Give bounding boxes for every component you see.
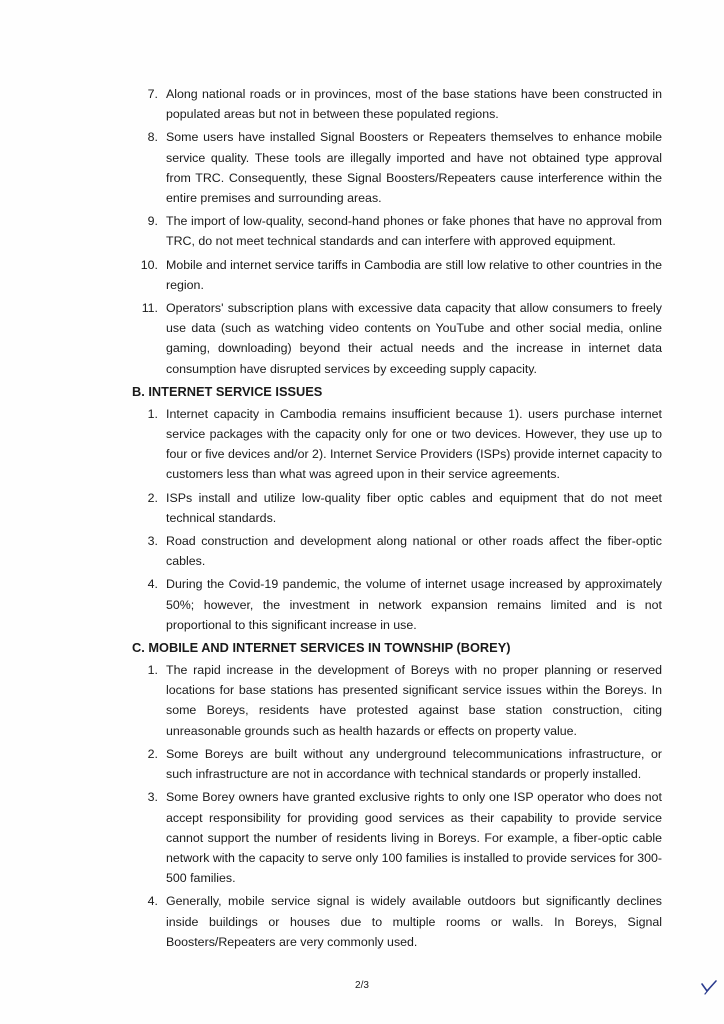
item-text: The rapid increase in the development of Boreys with no proper planning or reserved locations for base stations has presented significant service issues within the Boreys. In some Boreys, residents have protested against base station construction, citing unreasonable grounds such as health hazards or effects on property value. <box>166 663 662 738</box>
item-text: Some Borey owners have granted exclusive rights to only one ISP operator who does not accept responsibility for providing good services as their capability to provide service cannot support the number of residents living in Boreys. For example, a fiber-optic cable network with the capacity to serve only 100 families is installed to provide services for 300-500 families. <box>166 790 662 886</box>
document-body <box>132 84 662 955</box>
list-item <box>132 255 662 295</box>
item-number: 4. <box>147 577 158 592</box>
item-number: 7. <box>147 87 158 101</box>
item-text: The import of low-quality, second-hand phones or fake phones that have no approval from TRC, do not meet technical standards and can interfere with approved equipment. <box>166 214 662 249</box>
item-text: Some Boreys are built without any underground telecommunications infrastructure, or such infrastructure are not in accordance with technical standards or properly installed. <box>166 746 662 782</box>
item-number: 1. <box>147 663 158 678</box>
item-text: Operators' subscription plans with excessive data capacity that allow consumers to freely use data (such as watching video contents on YouTube and other social media, online gaming, downloading) beyond their actual needs and the increase in internet data consumption have disrupted services by exceeding supply capacity. <box>166 301 662 376</box>
item-number: 4. <box>147 894 158 909</box>
list-item <box>132 574 662 635</box>
item-number: 10. <box>140 257 158 272</box>
section-c-list <box>132 660 662 952</box>
list-item <box>132 404 662 485</box>
item-text: ISPs install and utilize low-quality fiber optic cables and equipment that do not meet technical standards. <box>166 490 662 525</box>
handwritten-check-mark-icon <box>700 978 718 1001</box>
page-number: 2/3 <box>355 980 369 991</box>
item-number: 2. <box>147 490 158 505</box>
list-item <box>132 660 662 741</box>
list-item <box>132 891 662 952</box>
item-number: 3. <box>147 790 158 805</box>
item-text: Mobile and internet service tariffs in Cambodia are still low relative to other countries in the region. <box>166 257 662 292</box>
item-text: Generally, mobile service signal is widely available outdoors but significantly declines inside buildings or houses due to multiple rooms or walls. In Boreys, Signal Boosters/Repeaters are very commonly used. <box>166 894 662 949</box>
item-text: Internet capacity in Cambodia remains insufficient because 1). users purchase internet service packages with the capacity only for one or two devices. However, they use up to four or five devices and/or 2). Internet Service Providers (ISPs) provide internet capacity to customers less than what was agreed upon in their service agreements. <box>166 406 662 482</box>
item-number: 3. <box>147 534 158 549</box>
section-b-heading: B. INTERNET SERVICE ISSUES <box>132 383 323 399</box>
section-a-list <box>132 84 662 379</box>
item-number: 8. <box>147 130 158 145</box>
list-item <box>132 298 662 379</box>
list-item <box>132 531 662 571</box>
item-text: Road construction and development along national or other roads affect the fiber-optic cables. <box>166 534 662 569</box>
section-b-list <box>132 404 662 635</box>
item-number: 11. <box>141 301 158 316</box>
item-text: During the Covid-19 pandemic, the volume of internet usage increased by approximately 50%; however, the investment in network expansion remains limited and is not proportional to this significant increase in use. <box>166 577 662 632</box>
list-item <box>132 488 662 528</box>
list-item <box>132 211 662 251</box>
list-item <box>132 127 662 208</box>
item-text: Some users have installed Signal Boosters or Repeaters themselves to enhance mobile service quality. These tools are illegally imported and have not obtained type approval from TRC. Consequently, these Signal Boosters/Repeaters cause interference within the entire premises and surrounding areas. <box>166 130 662 206</box>
list-item <box>132 744 662 784</box>
list-item <box>132 84 662 124</box>
item-number: 1. <box>147 406 158 421</box>
section-c-heading: C. MOBILE AND INTERNET SERVICES IN TOWNSHIP (BOREY) <box>132 640 511 656</box>
item-text: Along national roads or in provinces, most of the base stations have been constructed in populated areas but not in between these populated regions. <box>166 87 662 122</box>
item-number: 2. <box>147 746 158 761</box>
item-number: 9. <box>147 214 158 229</box>
list-item <box>132 787 662 888</box>
